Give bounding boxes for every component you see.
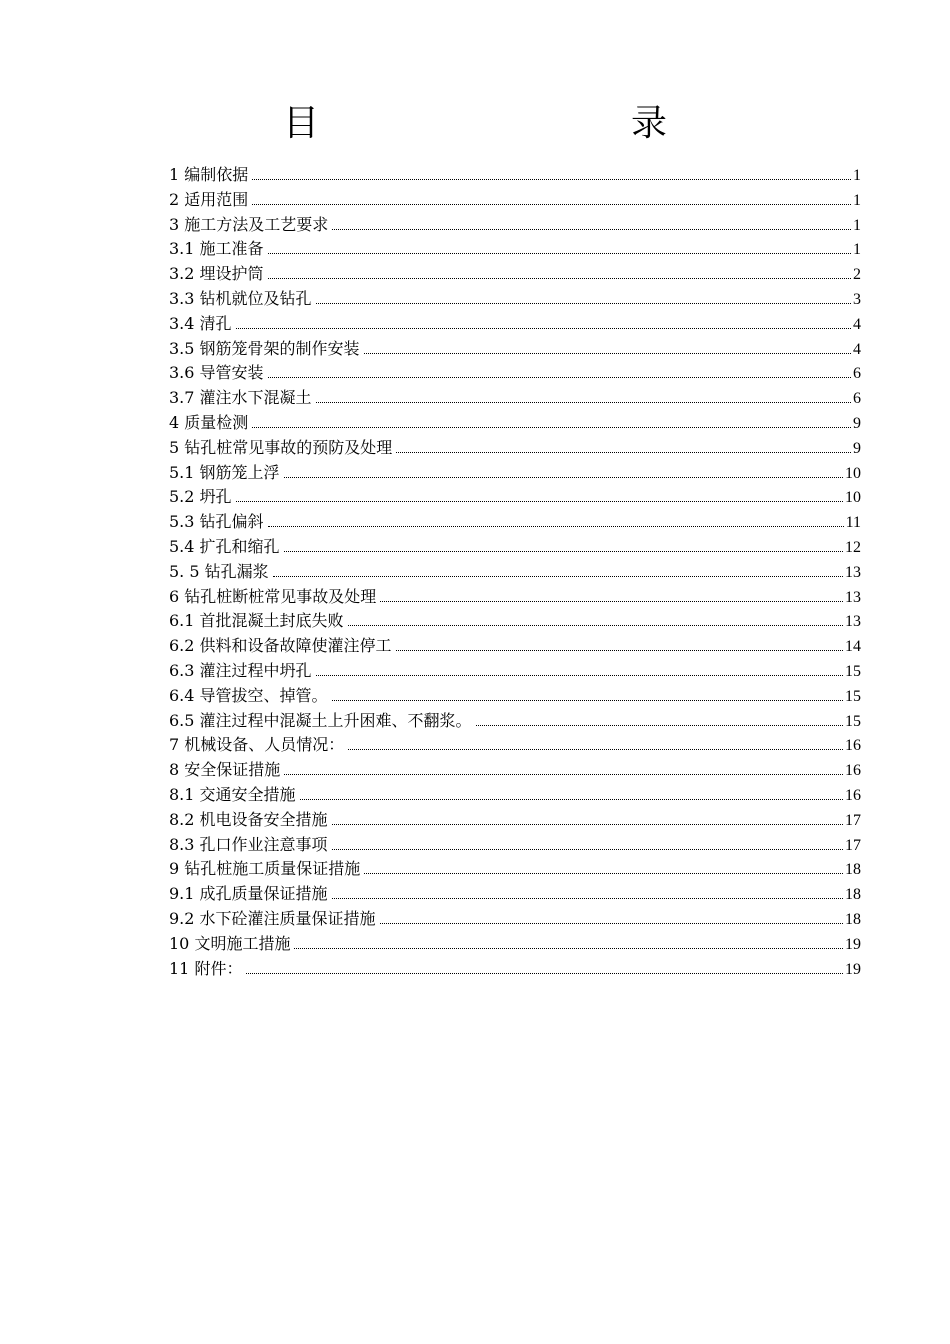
- toc-dot-leader: [252, 427, 851, 428]
- toc-title: 目 录: [282, 103, 747, 144]
- toc-dot-leader: [332, 700, 843, 701]
- toc-entry-page-number: 19: [845, 960, 861, 978]
- toc-dot-leader: [246, 973, 843, 974]
- toc-dot-leader: [332, 229, 851, 230]
- toc-dot-leader: [396, 650, 843, 651]
- toc-entry-label: 10 文明施工措施: [169, 933, 291, 953]
- toc-entry[interactable]: [169, 262, 861, 287]
- toc-entry-page-number: 6: [853, 365, 861, 383]
- toc-dot-leader: [348, 749, 843, 750]
- toc-dot-leader: [332, 824, 843, 825]
- toc-entry[interactable]: [169, 932, 861, 957]
- toc-dot-leader: [364, 353, 851, 354]
- toc-entry-label: 3.3 钻机就位及钻孔: [169, 288, 312, 308]
- toc-entry-label: 8.2 机电设备安全措施: [169, 809, 328, 829]
- toc-dot-leader: [332, 849, 843, 850]
- toc-entry-page-number: 18: [845, 910, 861, 928]
- toc-entry-page-number: 3: [853, 290, 861, 308]
- toc-entry-page-number: 16: [845, 737, 861, 755]
- toc-entry[interactable]: [169, 758, 861, 783]
- toc-entry[interactable]: [169, 337, 861, 362]
- toc-entry[interactable]: [169, 287, 861, 312]
- toc-entry-label: 6.1 首批混凝土封底失败: [169, 611, 344, 631]
- toc-entry[interactable]: [169, 411, 861, 436]
- toc-dot-leader: [380, 923, 843, 924]
- toc-entry[interactable]: [169, 535, 861, 560]
- toc-entry-page-number: 9: [853, 414, 861, 432]
- toc-entry-page-number: 13: [845, 613, 861, 631]
- toc-dot-leader: [268, 377, 851, 378]
- toc-entry-page-number: 1: [853, 191, 861, 209]
- toc-dot-leader: [268, 278, 851, 279]
- toc-entry-label: 3.4 清孔: [169, 313, 232, 333]
- toc-dot-leader: [284, 477, 843, 478]
- toc-entry-label: 8 安全保证措施: [169, 760, 281, 780]
- toc-entry-page-number: 16: [845, 762, 861, 780]
- toc-dot-leader: [316, 303, 851, 304]
- toc-entry[interactable]: [169, 857, 861, 882]
- toc-dot-leader: [300, 799, 843, 800]
- toc-entry[interactable]: [169, 957, 861, 982]
- toc-dot-leader: [316, 402, 851, 403]
- toc-entry-label: 3.2 埋设护筒: [169, 264, 264, 284]
- toc-entry-page-number: 14: [845, 638, 861, 656]
- toc-entry[interactable]: [169, 560, 861, 585]
- toc-dot-leader: [332, 898, 843, 899]
- toc-entry-label: 8.1 交通安全措施: [169, 784, 296, 804]
- toc-dot-leader: [273, 576, 843, 577]
- toc-entry[interactable]: [169, 510, 861, 535]
- toc-entry[interactable]: [169, 436, 861, 461]
- toc-entry-page-number: 15: [845, 687, 861, 705]
- toc-entry-page-number: 4: [853, 340, 861, 358]
- toc-dot-leader: [396, 452, 851, 453]
- toc-entry-page-number: 4: [853, 315, 861, 333]
- toc-dot-leader: [348, 625, 843, 626]
- toc-entry[interactable]: [169, 659, 861, 684]
- toc-dot-leader: [236, 328, 851, 329]
- toc-dot-leader: [252, 204, 851, 205]
- toc-entry-label: 9.2 水下砼灌注质量保证措施: [169, 908, 376, 928]
- toc-entry[interactable]: [169, 733, 861, 758]
- toc-entry-page-number: 15: [845, 712, 861, 730]
- toc-dot-leader: [316, 675, 843, 676]
- toc-entry-page-number: 2: [853, 266, 861, 284]
- toc-entry-page-number: 11: [845, 514, 861, 532]
- toc-entry-page-number: 18: [845, 861, 861, 879]
- toc-entry[interactable]: [169, 882, 861, 907]
- toc-entry[interactable]: [169, 585, 861, 610]
- toc-dot-leader: [236, 501, 843, 502]
- toc-entry-label: 5.2 坍孔: [169, 487, 232, 507]
- toc-entry[interactable]: [169, 386, 861, 411]
- toc-entry[interactable]: [169, 684, 861, 709]
- toc-entry[interactable]: [169, 907, 861, 932]
- toc-dot-leader: [252, 179, 851, 180]
- toc-entry-page-number: 18: [845, 886, 861, 904]
- toc-entry-page-number: 1: [853, 216, 861, 234]
- toc-entry[interactable]: [169, 213, 861, 238]
- toc-entry-label: 2 适用范围: [169, 189, 249, 209]
- toc-entry-page-number: 10: [845, 489, 861, 507]
- toc-entry-page-number: 6: [853, 390, 861, 408]
- toc-entry-page-number: 16: [845, 786, 861, 804]
- toc-entry-page-number: 19: [845, 935, 861, 953]
- toc-entry[interactable]: [169, 485, 861, 510]
- toc-entry-page-number: 13: [845, 563, 861, 581]
- toc-entry-label: 6.2 供料和设备故障使灌注停工: [169, 636, 392, 656]
- toc-entry-page-number: 1: [853, 241, 861, 259]
- toc-entry-label: 5.3 钻孔偏斜: [169, 512, 264, 532]
- toc-entry-page-number: 12: [845, 538, 861, 556]
- toc-entry[interactable]: [169, 461, 861, 486]
- toc-entry-label: 6 钻孔桩断桩常见事故及处理: [169, 586, 377, 606]
- toc-entry[interactable]: [169, 609, 861, 634]
- toc-entry-label: 6.3 灌注过程中坍孔: [169, 660, 312, 680]
- toc-entry-label: 3.5 钢筋笼骨架的制作安装: [169, 338, 360, 358]
- toc-entry-label: 3.7 灌注水下混凝土: [169, 388, 312, 408]
- toc-entry[interactable]: [169, 634, 861, 659]
- toc-dot-leader: [284, 551, 843, 552]
- toc-entry-label: 5 钻孔桩常见事故的预防及处理: [169, 437, 393, 457]
- toc-entry-label: 9 钻孔桩施工质量保证措施: [169, 859, 361, 879]
- toc-entry[interactable]: [169, 808, 861, 833]
- toc-entry-label: 7 机械设备、人员情况：: [169, 735, 345, 755]
- toc-dot-leader: [284, 774, 843, 775]
- toc-entry[interactable]: [169, 312, 861, 337]
- toc-entry[interactable]: [169, 833, 861, 858]
- toc-entry-label: 6.4 导管拔空、掉管。: [169, 685, 328, 705]
- toc-entry[interactable]: [169, 709, 861, 734]
- toc-entry-label: 3.1 施工准备: [169, 239, 264, 259]
- toc-entry[interactable]: [169, 783, 861, 808]
- toc-dot-leader: [380, 601, 843, 602]
- toc-entry-page-number: 1: [853, 167, 861, 184]
- toc-dot-leader: [268, 526, 844, 527]
- toc-dot-leader: [268, 253, 851, 254]
- toc-entry-label: 11 附件：: [169, 958, 243, 978]
- toc-entry-label: 5. 5 钻孔漏浆: [169, 561, 269, 581]
- toc-entry-label: 5.1 钢筋笼上浮: [169, 462, 280, 482]
- toc-entry-page-number: 9: [853, 439, 861, 457]
- toc-entry-page-number: 13: [845, 588, 861, 606]
- toc-entry-page-number: 10: [845, 464, 861, 482]
- toc-entry-label: 4 质量检测: [169, 412, 249, 432]
- toc-list: [169, 163, 861, 981]
- toc-entry-label: 5.4 扩孔和缩孔: [169, 536, 280, 556]
- toc-entry-label: 1 编制依据: [169, 165, 249, 184]
- toc-entry-page-number: 17: [845, 836, 861, 854]
- toc-dot-leader: [476, 725, 843, 726]
- toc-dot-leader: [364, 873, 843, 874]
- toc-entry-label: 9.1 成孔质量保证措施: [169, 884, 328, 904]
- toc-entry[interactable]: [169, 361, 861, 386]
- toc-entry[interactable]: [169, 188, 861, 213]
- toc-entry-label: 8.3 孔口作业注意事项: [169, 834, 328, 854]
- toc-entry[interactable]: [169, 163, 861, 188]
- toc-entry-label: 3.6 导管安装: [169, 363, 264, 383]
- toc-entry-page-number: 17: [845, 811, 861, 829]
- toc-entry-page-number: 15: [845, 662, 861, 680]
- toc-entry-label: 3 施工方法及工艺要求: [169, 214, 329, 234]
- toc-entry-label: 6.5 灌注过程中混凝土上升困难、不翻浆。: [169, 710, 472, 730]
- toc-entry[interactable]: [169, 237, 861, 262]
- toc-dot-leader: [294, 948, 843, 949]
